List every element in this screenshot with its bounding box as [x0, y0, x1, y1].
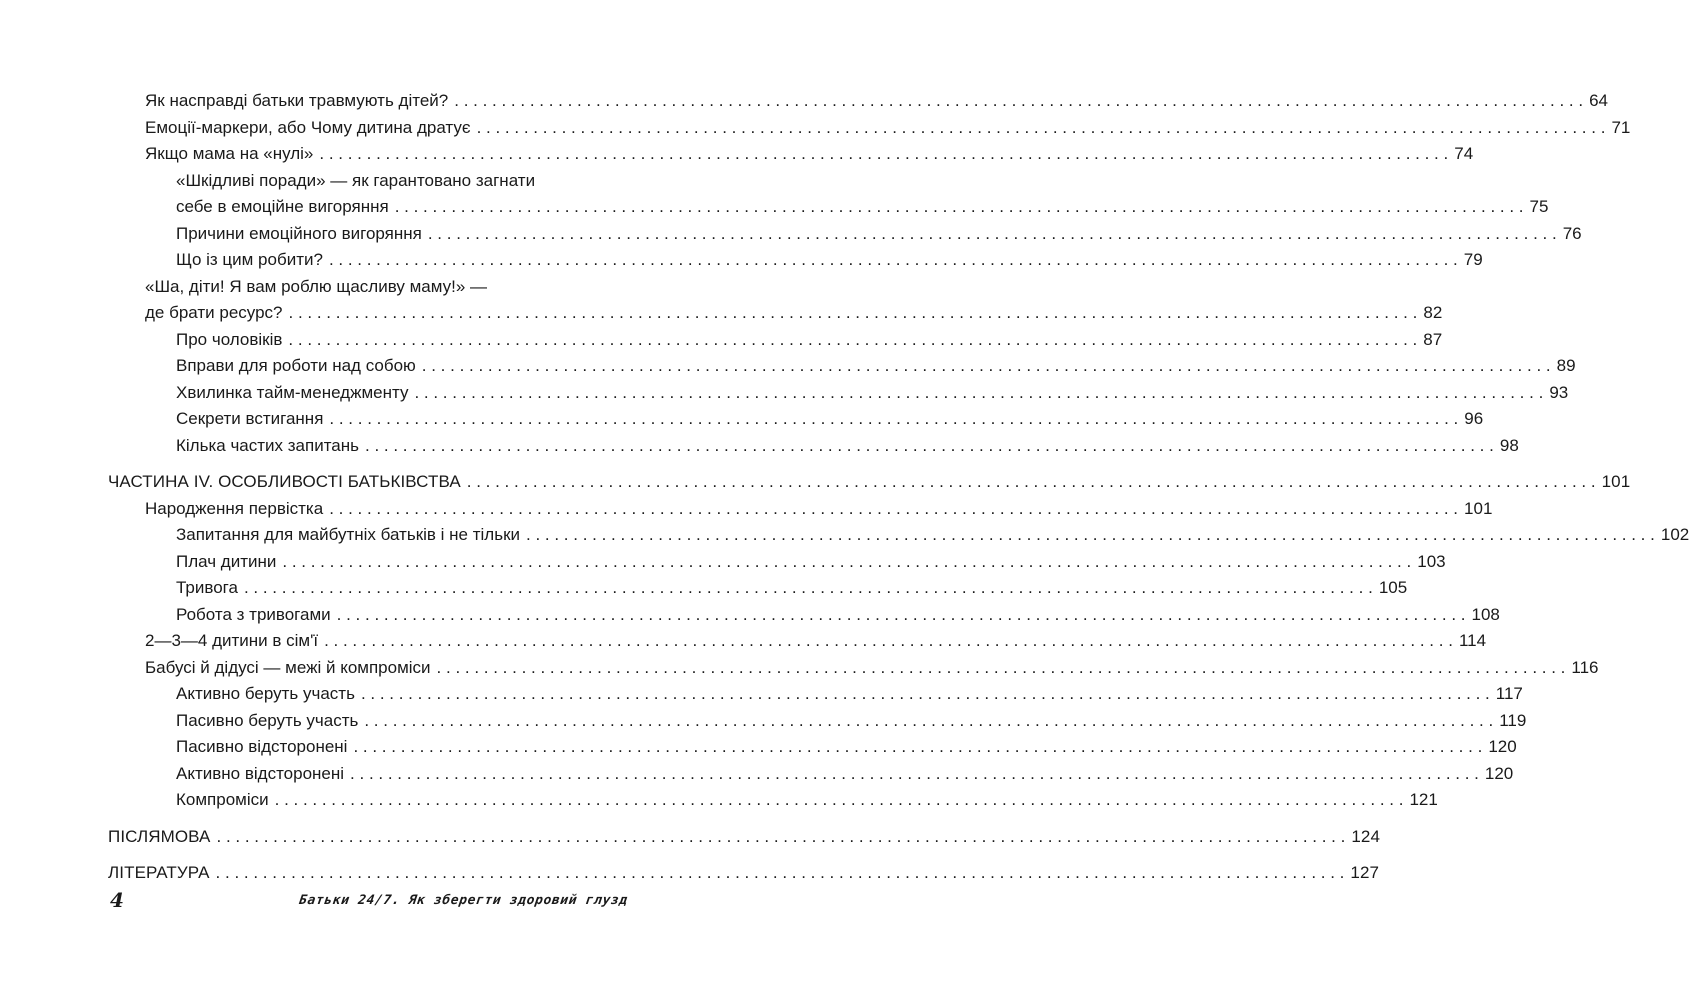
dot-leader: . . . . . . . . . . . . . . . . . . . . . . . . . . . . . . . . . . . . . . . . . . . . . . . . . . . . . . . . . . . . . . . . . . . . . . . . . . . . . . . . . . . . . . . . . . . . . . . . . . . . . . . . . . . . . . . . . . . . . . . . [243, 578, 1373, 597]
dot-leader: . . . . . . . . . . . . . . . . . . . . . . . . . . . . . . . . . . . . . . . . . . . . . . . . . . . . . . . . . . . . . . . . . . . . . . . . . . . . . . . . . . . . . . . . . . . . . . . . . . . . . . . . . . . . . . . . . . . . . . . . [329, 409, 1459, 428]
toc-page-number: 96 [1464, 409, 1484, 428]
toc-entry-title: Як насправді батьки травмують дітей? [145, 91, 449, 110]
toc-entry-title: Про чоловіків [176, 329, 283, 349]
toc-page-number: 119 [1499, 710, 1527, 730]
toc-page-number: 89 [1556, 356, 1576, 375]
running-footer-title: Батьки 24/7. Як зберегти здоровий глузд [298, 893, 630, 908]
toc-entry-row [145, 142, 1474, 166]
dot-leader: . . . . . . . . . . . . . . . . . . . . . . . . . . . . . . . . . . . . . . . . . . . . . . . . . . . . . . . . . . . . . . . . . . . . . . . . . . . . . . . . . . . . . . . . . . . . . . . . . . . . . . . . . . . . . . . . . . . . . . . . [394, 197, 1524, 216]
toc-page-number: 108 [1471, 604, 1500, 624]
dot-leader: . . . . . . . . . . . . . . . . . . . . . . . . . . . . . . . . . . . . . . . . . . . . . . . . . . . . . . . . . . . . . . . . . . . . . . . . . . . . . . . . . . . . . . . . . . . . . . . . . . . . . . . . . . . . . . . . . . . . . . . . [476, 117, 1606, 137]
toc-entry-title: Кілька частих запитань [176, 435, 360, 455]
toc-entry-title: Що із цим робити? [176, 250, 323, 269]
toc-page-number: 71 [1611, 117, 1631, 137]
toc-entry-row [176, 195, 1549, 219]
toc-page-number: 102 [1660, 525, 1689, 544]
toc-entry-title-line: «Шкідливі поради» — як гарантовано загнати [176, 170, 536, 190]
toc-entry-row [176, 222, 1582, 246]
toc-entry-row [108, 470, 1631, 494]
toc-entry-row [176, 328, 1443, 352]
toc-page-number: 101 [1464, 498, 1493, 518]
toc-entry-title: Хвилинка тайм-менеджменту [176, 382, 409, 402]
toc-entry-row [145, 301, 1443, 325]
toc-entry-title: Вправи для роботи над собою [176, 356, 416, 375]
dot-leader: . . . . . . . . . . . . . . . . . . . . . . . . . . . . . . . . . . . . . . . . . . . . . . . . . . . . . . . . . . . . . . . . . . . . . . . . . . . . . . . . . . . . . . . . . . . . . . . . . . . . . . . . . . . . . . . . . . . . . . . . [288, 303, 1418, 322]
dot-leader: . . . . . . . . . . . . . . . . . . . . . . . . . . . . . . . . . . . . . . . . . . . . . . . . . . . . . . . . . . . . . . . . . . . . . . . . . . . . . . . . . . . . . . . . . . . . . . . . . . . . . . . . . . . . . . . . . . . . . . . . [282, 551, 1412, 571]
toc-entry-row [176, 762, 1514, 786]
toc-page-number: 82 [1423, 303, 1443, 322]
toc-entry-row [176, 788, 1438, 812]
dot-leader: . . . . . . . . . . . . . . . . . . . . . . . . . . . . . . . . . . . . . . . . . . . . . . . . . . . . . . . . . . . . . . . . . . . . . . . . . . . . . . . . . . . . . . . . . . . . . . . . . . . . . . . . . . . . . . . . . . . . . . . . [324, 631, 1453, 650]
dot-leader: . . . . . . . . . . . . . . . . . . . . . . . . . . . . . . . . . . . . . . . . . . . . . . . . . . . . . . . . . . . . . . . . . . . . . . . . . . . . . . . . . . . . . . . . . . . . . . . . . . . . . . . . . . . . . . . . . . . . . . . . [274, 790, 1404, 809]
toc-page-number: 76 [1562, 223, 1582, 243]
toc-entry-row [176, 407, 1484, 431]
dot-leader: . . . . . . . . . . . . . . . . . . . . . . . . . . . . . . . . . . . . . . . . . . . . . . . . . . . . . . . . . . . . . . . . . . . . . . . . . . . . . . . . . . . . . . . . . . . . . . . . . . . . . . . . . . . . . . . . . . . . . . . . [466, 472, 1596, 491]
dot-leader: . . . . . . . . . . . . . . . . . . . . . . . . . . . . . . . . . . . . . . . . . . . . . . . . . . . . . . . . . . . . . . . . . . . . . . . . . . . . . . . . . . . . . . . . . . . . . . . . . . . . . . . . . . . . . . . . . . . . . . . . [215, 863, 1345, 882]
dot-leader: . . . . . . . . . . . . . . . . . . . . . . . . . . . . . . . . . . . . . . . . . . . . . . . . . . . . . . . . . . . . . . . . . . . . . . . . . . . . . . . . . . . . . . . . . . . . . . . . . . . . . . . . . . . . . . . . . . . . . . . . [288, 329, 1418, 349]
toc-entry-title: Компроміси [176, 790, 269, 809]
toc-page-number: 120 [1488, 737, 1517, 756]
toc-entry-title: Плач дитини [176, 551, 277, 571]
toc-entry-title: себе в емоційне вигоряння [176, 197, 389, 216]
toc-entry-row [176, 550, 1446, 574]
toc-entry-row [176, 576, 1408, 600]
toc-page-number: 105 [1378, 578, 1408, 597]
toc-page-number: 120 [1484, 763, 1514, 783]
toc-entry-row [176, 682, 1523, 706]
toc-entry-row [145, 497, 1493, 521]
toc-page-number: 117 [1495, 684, 1523, 703]
toc-entry-title: 2—3—4 дитини в сім'ї [145, 631, 319, 650]
toc-entry-title: Народження первістка [145, 498, 324, 518]
toc-entry-title-line: «Ша, діти! Я вам роблю щасливу маму!» — [145, 276, 488, 296]
toc-entry-title: Секрети встигання [176, 409, 324, 428]
dot-leader: . . . . . . . . . . . . . . . . . . . . . . . . . . . . . . . . . . . . . . . . . . . . . . . . . . . . . . . . . . . . . . . . . . . . . . . . . . . . . . . . . . . . . . . . . . . . . . . . . . . . . . . . . . . . . . . . . . . . . . . . [350, 763, 1479, 783]
toc-entry-row [176, 434, 1519, 458]
toc-page-number: 114 [1458, 631, 1487, 650]
toc-page-number: 87 [1423, 329, 1443, 349]
dot-leader: . . . . . . . . . . . . . . . . . . . . . . . . . . . . . . . . . . . . . . . . . . . . . . . . . . . . . . . . . . . . . . . . . . . . . . . . . . . . . . . . . . . . . . . . . . . . . . . . . . . . . . . . . . . . . . . . . . . . . . . . [216, 826, 1346, 846]
dot-leader: . . . . . . . . . . . . . . . . . . . . . . . . . . . . . . . . . . . . . . . . . . . . . . . . . . . . . . . . . . . . . . . . . . . . . . . . . . . . . . . . . . . . . . . . . . . . . . . . . . . . . . . . . . . . . . . . . . . . . . . . [353, 737, 1483, 756]
toc-entry-title: ПІСЛЯМОВА [108, 826, 211, 846]
toc-entry-title: Емоції-маркери, або Чому дитина дратує [145, 117, 471, 137]
toc-entry-row [176, 603, 1500, 627]
dot-leader: . . . . . . . . . . . . . . . . . . . . . . . . . . . . . . . . . . . . . . . . . . . . . . . . . . . . . . . . . . . . . . . . . . . . . . . . . . . . . . . . . . . . . . . . . . . . . . . . . . . . . . . . . . . . . . . . . . . . . . . . [319, 144, 1449, 163]
toc-entry-title: ЧАСТИНА IV. ОСОБЛИВОСТІ БАТЬКІВСТВА [108, 472, 461, 491]
dot-leader: . . . . . . . . . . . . . . . . . . . . . . . . . . . . . . . . . . . . . . . . . . . . . . . . . . . . . . . . . . . . . . . . . . . . . . . . . . . . . . . . . . . . . . . . . . . . . . . . . . . . . . . . . . . . . . . . . . . . . . . . [454, 91, 1584, 110]
toc-entry-row [176, 381, 1569, 405]
toc-entry-row [145, 656, 1599, 680]
toc-page-number: 103 [1417, 551, 1446, 571]
toc-entry-title: Активно відсторонені [176, 763, 345, 783]
toc-page-number: 75 [1529, 197, 1549, 216]
toc-page-number: 74 [1454, 144, 1474, 163]
toc-page-number: 98 [1499, 435, 1519, 455]
toc-entry-row [176, 709, 1527, 733]
dot-leader: . . . . . . . . . . . . . . . . . . . . . . . . . . . . . . . . . . . . . . . . . . . . . . . . . . . . . . . . . . . . . . . . . . . . . . . . . . . . . . . . . . . . . . . . . . . . . . . . . . . . . . . . . . . . . . . . . . . . . . . . [365, 435, 1494, 455]
toc-entry-title: ЛІТЕРАТУРА [108, 863, 210, 882]
dot-leader: . . . . . . . . . . . . . . . . . . . . . . . . . . . . . . . . . . . . . . . . . . . . . . . . . . . . . . . . . . . . . . . . . . . . . . . . . . . . . . . . . . . . . . . . . . . . . . . . . . . . . . . . . . . . . . . . . . . . . . . . [360, 684, 1490, 703]
toc-page-number: 93 [1549, 382, 1569, 402]
toc-entry-row [176, 735, 1517, 759]
dot-leader: . . . . . . . . . . . . . . . . . . . . . . . . . . . . . . . . . . . . . . . . . . . . . . . . . . . . . . . . . . . . . . . . . . . . . . . . . . . . . . . . . . . . . . . . . . . . . . . . . . . . . . . . . . . . . . . . . . . . . . . . [328, 250, 1458, 269]
toc-entry-title: Робота з тривогами [176, 604, 331, 624]
toc-entry-title: Запитання для майбутніх батьків і не тільки [176, 525, 521, 544]
toc-entry-title: Бабусі й дідусі — межі й компроміси [145, 657, 431, 677]
toc-entry-row [145, 116, 1631, 140]
toc-entry-row [145, 629, 1487, 653]
dot-leader: . . . . . . . . . . . . . . . . . . . . . . . . . . . . . . . . . . . . . . . . . . . . . . . . . . . . . . . . . . . . . . . . . . . . . . . . . . . . . . . . . . . . . . . . . . . . . . . . . . . . . . . . . . . . . . . . . . . . . . . . [336, 604, 1466, 624]
toc-entry-title: де брати ресурс? [145, 303, 283, 322]
toc-page-number: 127 [1350, 863, 1380, 882]
dot-leader: . . . . . . . . . . . . . . . . . . . . . . . . . . . . . . . . . . . . . . . . . . . . . . . . . . . . . . . . . . . . . . . . . . . . . . . . . . . . . . . . . . . . . . . . . . . . . . . . . . . . . . . . . . . . . . . . . . . . . . . . [427, 223, 1557, 243]
toc-page-number: 124 [1351, 826, 1381, 846]
dot-leader: . . . . . . . . . . . . . . . . . . . . . . . . . . . . . . . . . . . . . . . . . . . . . . . . . . . . . . . . . . . . . . . . . . . . . . . . . . . . . . . . . . . . . . . . . . . . . . . . . . . . . . . . . . . . . . . . . . . . . . . . [329, 498, 1459, 518]
toc-entry-row [108, 861, 1380, 885]
toc-page-number: 101 [1601, 472, 1631, 491]
toc-entry-row [145, 89, 1609, 113]
toc-entry-title: Пасивно відсторонені [176, 737, 348, 756]
toc-page-number: 121 [1409, 790, 1438, 809]
toc-entry-row [176, 523, 1689, 547]
toc-entry-title: Пасивно беруть участь [176, 710, 359, 730]
toc-entry-row [176, 354, 1576, 378]
toc-page-number: 116 [1571, 657, 1599, 677]
dot-leader: . . . . . . . . . . . . . . . . . . . . . . . . . . . . . . . . . . . . . . . . . . . . . . . . . . . . . . . . . . . . . . . . . . . . . . . . . . . . . . . . . . . . . . . . . . . . . . . . . . . . . . . . . . . . . . . . . . . . . . . . [414, 382, 1544, 402]
toc-entry-row [176, 248, 1483, 272]
toc-entry-title: Причини емоційного вигоряння [176, 223, 422, 243]
dot-leader: . . . . . . . . . . . . . . . . . . . . . . . . . . . . . . . . . . . . . . . . . . . . . . . . . . . . . . . . . . . . . . . . . . . . . . . . . . . . . . . . . . . . . . . . . . . . . . . . . . . . . . . . . . . . . . . . . . . . . . . . [421, 356, 1551, 375]
dot-leader: . . . . . . . . . . . . . . . . . . . . . . . . . . . . . . . . . . . . . . . . . . . . . . . . . . . . . . . . . . . . . . . . . . . . . . . . . . . . . . . . . . . . . . . . . . . . . . . . . . . . . . . . . . . . . . . . . . . . . . . . [436, 657, 1566, 677]
dot-leader: . . . . . . . . . . . . . . . . . . . . . . . . . . . . . . . . . . . . . . . . . . . . . . . . . . . . . . . . . . . . . . . . . . . . . . . . . . . . . . . . . . . . . . . . . . . . . . . . . . . . . . . . . . . . . . . . . . . . . . . . [526, 525, 1655, 544]
toc-page-number: 64 [1589, 91, 1609, 110]
dot-leader: . . . . . . . . . . . . . . . . . . . . . . . . . . . . . . . . . . . . . . . . . . . . . . . . . . . . . . . . . . . . . . . . . . . . . . . . . . . . . . . . . . . . . . . . . . . . . . . . . . . . . . . . . . . . . . . . . . . . . . . . [364, 710, 1494, 730]
toc-entry-title: Активно беруть участь [176, 684, 355, 703]
toc-entry-title: Тривога [176, 578, 238, 597]
toc-entry-title: Якщо мама на «нулі» [145, 144, 314, 163]
page-number: 4 [110, 888, 124, 912]
toc-entry-row [108, 825, 1381, 849]
toc-page-number: 79 [1463, 250, 1483, 269]
